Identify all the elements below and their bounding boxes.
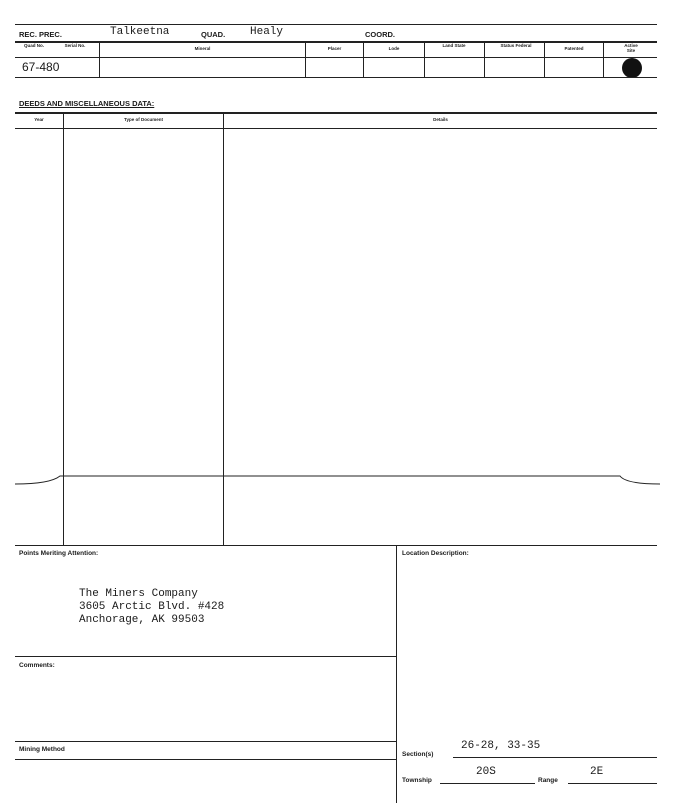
range-underline [568, 783, 657, 784]
header-bottom-rule [15, 41, 657, 43]
quad-value: Healy [250, 26, 284, 38]
township-underline [440, 783, 535, 784]
col-divider-lode [363, 41, 364, 77]
col-quad-no: Quad No. [24, 43, 44, 48]
record-bottom-rule [15, 77, 657, 78]
col-placer: Placer [327, 46, 342, 51]
page-fold-seam [10, 470, 670, 490]
points-line-1: The Miners Company [79, 588, 198, 600]
range-label: Range [538, 777, 558, 784]
col-land-state: Land State [442, 43, 466, 48]
points-line-3: Anchorage, AK 99503 [79, 614, 205, 626]
sections-value: 26-28, 33-35 [461, 740, 541, 752]
deeds-header-rule [15, 128, 657, 129]
col-active-site: Active Site [624, 43, 638, 53]
active-site-marker [622, 58, 642, 78]
quad-serial-value: 67-480 [22, 60, 60, 74]
col-divider-active [603, 41, 604, 77]
col-status-federal: Status Federal [500, 43, 532, 48]
sections-underline [453, 757, 657, 758]
rec-prec-label: REC. PREC. [19, 30, 62, 39]
header-top-rule [15, 24, 657, 25]
bottom-center-divider [396, 545, 397, 803]
col-divider-status [484, 41, 485, 77]
location-label: Location Description: [402, 550, 469, 557]
bottom-section-top-rule [15, 545, 657, 546]
mining-method-label: Mining Method [19, 746, 65, 753]
comments-label: Comments: [19, 662, 55, 669]
col-lode: Lode [388, 46, 400, 51]
deeds-title: DEEDS AND MISCELLANEOUS DATA: [19, 99, 155, 108]
col-divider-placer [305, 41, 306, 77]
col-divider-patented [544, 41, 545, 77]
sections-label: Section(s) [402, 751, 434, 758]
col-divider-land [424, 41, 425, 77]
deeds-col-type: Type of Document [124, 117, 163, 122]
deeds-col-year: Year [34, 117, 44, 122]
coord-label: COORD. [365, 30, 395, 39]
mining-method-bottom-rule [15, 759, 396, 760]
column-header-rule [15, 57, 657, 58]
col-mineral: Mineral [194, 46, 211, 51]
points-line-2: 3605 Arctic Blvd. #428 [79, 601, 225, 613]
col-divider-mineral [99, 41, 100, 77]
comments-top-rule [15, 656, 396, 657]
col-serial-no: Serial No. [64, 43, 86, 48]
range-value: 2E [590, 766, 604, 778]
deeds-top-rule [15, 112, 657, 114]
points-label: Points Meriting Attention: [19, 550, 99, 557]
township-label: Township [402, 777, 432, 784]
township-value: 20S [476, 766, 496, 778]
mining-method-top-rule [15, 741, 396, 742]
rec-prec-value: Talkeetna [110, 26, 170, 38]
quad-label: QUAD. [201, 30, 226, 39]
col-patented: Patented [564, 46, 584, 51]
deeds-col-details: Details [433, 117, 448, 122]
